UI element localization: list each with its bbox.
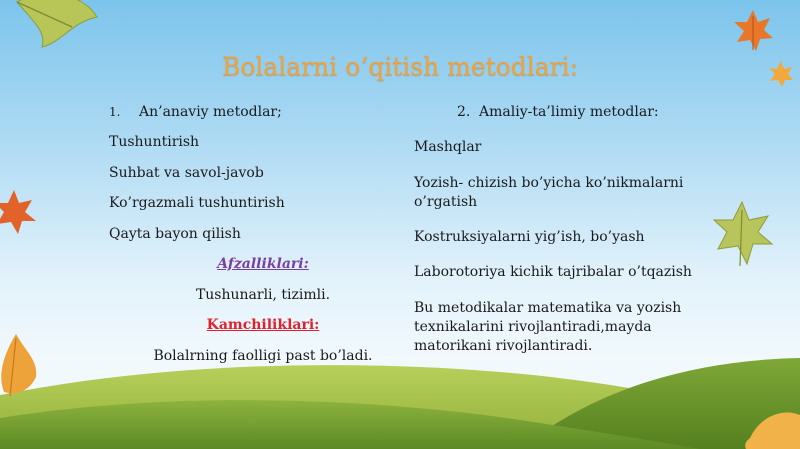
right-item: Kostruksiyalarni yig’ish, bo’yash	[414, 229, 645, 245]
disadvantages-text: Bolalrning faolligi past bo’ladi.	[153, 348, 373, 364]
right-item: Mashqlar	[414, 139, 482, 155]
left-item: Ko’rgazmali tushuntirish	[109, 195, 285, 211]
right-heading	[457, 104, 659, 120]
left-item: Tushuntirish	[109, 134, 200, 150]
left-item: Qayta bayon qilish	[109, 226, 241, 242]
left-heading-text: An’anaviy metodlar;	[139, 104, 282, 120]
disadvantages-label: Kamchiliklari:	[206, 317, 320, 333]
right-item: Laborotoriya kichik tajribalar o’tqazish	[414, 264, 692, 280]
right-item: Yozish- chizish bo’yicha ko’nikmalarni o’rgatish	[414, 175, 684, 210]
right-item: Bu metodikalar matematika va yozish texnikalarini rivojlantiradi,mayda matorikani rivojlantiradi.	[414, 300, 682, 354]
advantages-label: Afzalliklari:	[217, 256, 309, 272]
right-heading-number: 2.	[457, 104, 471, 120]
slide-title: Bolalarni o‘qitish metodlari:	[221, 52, 578, 81]
right-heading-text: Amaliy-ta’limiy metodlar:	[479, 104, 659, 120]
left-heading-number: 1.	[109, 105, 121, 119]
advantages-text: Tushunarli, tizimli.	[195, 287, 331, 303]
left-item: Suhbat va savol-javob	[109, 165, 264, 181]
